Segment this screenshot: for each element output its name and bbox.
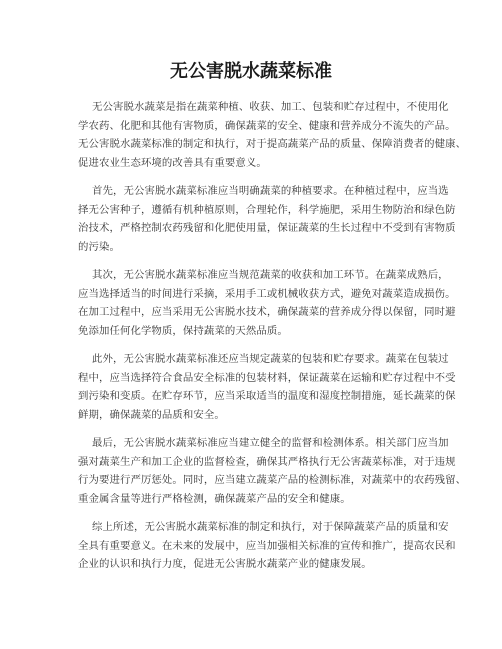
paragraph-line: 强对蔬菜生产和加工企业的监督检查，确保其严格执行无公害蔬菜标准，对于违规: [78, 455, 456, 468]
paragraph-line: 首先，无公害脱水蔬菜标准应当明确蔬菜的种植要求。在种植过程中，应当选: [92, 185, 449, 197]
document-title: 无公害脱水蔬菜标准: [170, 61, 332, 82]
paragraph-line: 免添加任何化学物质，保持蔬菜的天然品质。: [78, 324, 288, 337]
paragraph-line: 促进农业生态环境的改善具有重要意义。: [78, 156, 267, 169]
paragraph-line: 鲜期，确保蔬菜的品质和安全。: [78, 408, 225, 421]
paragraph-harvest: [78, 266, 456, 340]
paragraph-packaging: [78, 350, 456, 424]
paragraph-line: 此外，无公害脱水蔬菜标准还应当规定蔬菜的包装和贮存要求。蔬菜在包装过: [92, 353, 449, 365]
paragraph-line: 治技术，严格控制农药残留和化肥使用量，保证蔬菜的生长过程中不受到有害物质: [78, 222, 456, 235]
paragraph-intro: [78, 98, 467, 172]
paragraph-line: 择无公害种子，遵循有机种植原则，合理轮作，科学施肥，采用生物防治和绿色防: [78, 203, 456, 216]
paragraph-supervision: [78, 434, 467, 508]
paragraph-line: 全具有重要意义。在未来的发展中，应当加强相关标准的宣传和推广，提高农民和: [78, 539, 456, 552]
paragraph-line: 其次，无公害脱水蔬菜标准应当规范蔬菜的收获和加工环节。在蔬菜成熟后，: [92, 269, 449, 281]
paragraph-line: 无公害脱水蔬菜标准的制定和执行，对于提高蔬菜产品的质量、保障消费者的健康、: [78, 138, 467, 151]
paragraph-line: 学农药、化肥和其他有害物质，确保蔬菜的安全、健康和营养成分不流失的产品。: [78, 119, 456, 132]
paragraph-line: 综上所述，无公害脱水蔬菜标准的制定和执行，对于保障蔬菜产品的质量和安: [92, 521, 449, 533]
paragraph-line: 应当选择适当的时间进行采摘，采用手工或机械收获方式，避免对蔬菜造成损伤。: [78, 287, 456, 300]
paragraph-line: 最后，无公害脱水蔬菜标准应当建立健全的监督和检测体系。相关部门应当加: [92, 437, 449, 449]
paragraph-line: 的污染。: [78, 240, 120, 253]
paragraph-line: 企业的认识和执行力度，促进无公害脱水蔬菜产业的健康发展。: [78, 558, 372, 571]
paragraph-planting: [78, 182, 456, 256]
paragraph-line: 程中，应当选择符合食品安全标准的包装材料，保证蔬菜在运输和贮存过程中不受: [78, 371, 456, 384]
paragraph-line: 在加工过程中，应当采用无公害脱水技术，确保蔬菜的营养成分得以保留，同时避: [78, 306, 456, 319]
paragraph-line: 无公害脱水蔬菜是指在蔬菜种植、收获、加工、包装和贮存过程中，不使用化: [92, 101, 449, 113]
paragraph-line: 行为要进行严厉惩处。同时，应当建立蔬菜产品的检测标准，对蔬菜中的农药残留、: [78, 474, 467, 487]
paragraph-line: 重金属含量等进行严格检测，确保蔬菜产品的安全和健康。: [78, 492, 351, 505]
paragraph-conclusion: [78, 518, 456, 574]
paragraph-line: 到污染和变质。在贮存环节，应当采取适当的温度和湿度控制措施，延长蔬菜的保: [78, 390, 456, 403]
